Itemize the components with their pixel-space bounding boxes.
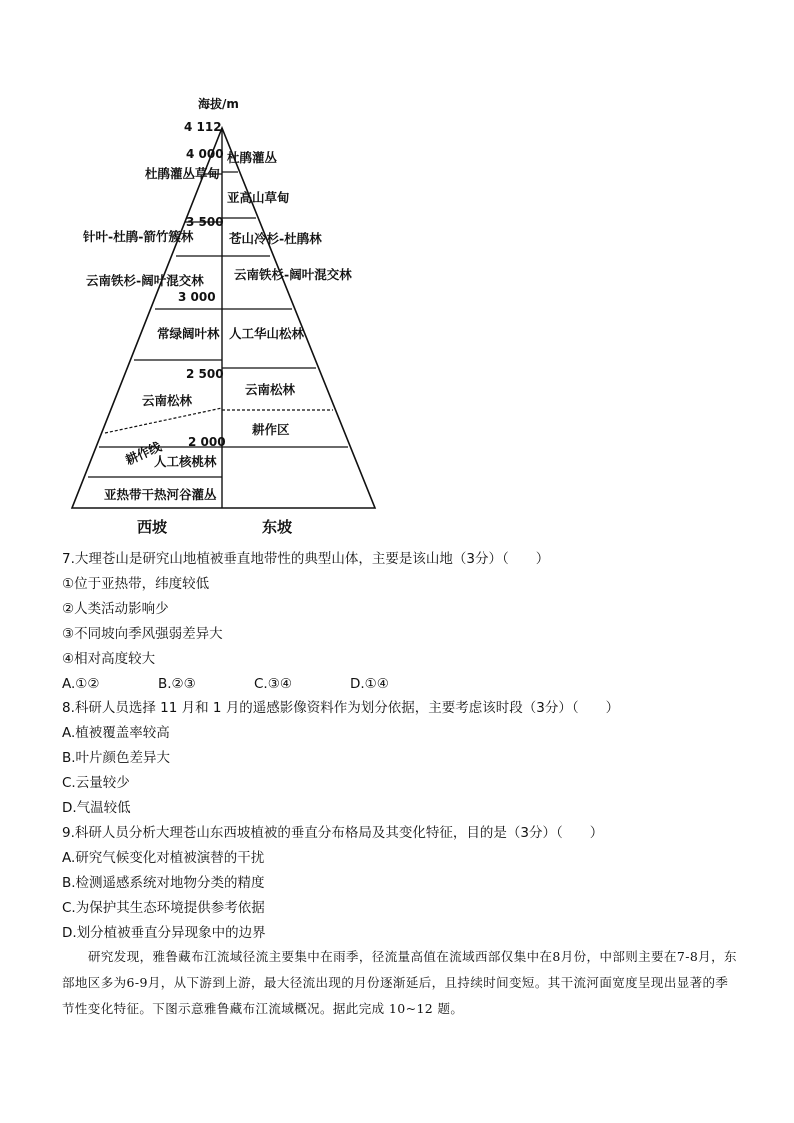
question-8-option-a[interactable]: A.植被覆盖率较高 [62, 725, 170, 741]
question-7-option-a[interactable]: A.①② [62, 676, 100, 692]
west-zone-2: 针叶-杜鹃-箭竹簇林 [83, 229, 194, 244]
question-8-stem: 8.科研人员选择 11 月和 1 月的遥感影像资料作为划分依据，主要考虑该时段（3分）（ ） [62, 700, 620, 716]
question-9-stem: 9.科研人员分析大理苍山东西坡植被的垂直分布格局及其变化特征，目的是（3分）（ ） [62, 825, 604, 841]
question-9-option-a[interactable]: A.研究气候变化对植被演替的干扰 [62, 850, 265, 866]
west-zone-6: 人工核桃林 [154, 454, 217, 469]
east-zone-7: 耕作区 [252, 422, 290, 437]
east-zone-2: 亚高山草甸 [227, 190, 290, 205]
mountain-outline [72, 128, 375, 508]
west-zone-3: 云南铁杉-阔叶混交林 [86, 273, 204, 288]
east-slope-label: 东坡 [262, 518, 293, 536]
question-7-item-1: ①位于亚热带，纬度较低 [62, 576, 210, 592]
question-8-option-b[interactable]: B.叶片颜色差异大 [62, 750, 171, 766]
diagram-svg [0, 0, 794, 545]
west-zone-1: 杜鹃灌丛草甸 [145, 166, 221, 181]
question-7-option-c[interactable]: C.③④ [254, 676, 292, 692]
question-7-options [62, 674, 446, 694]
question-9-option-c[interactable]: C.为保护其生态环境提供参考依据 [62, 900, 265, 916]
west-zone-7: 亚热带干热河谷灌丛 [104, 487, 217, 502]
tick-3000: 3 000 [178, 290, 216, 304]
tick-3500: 3 500 [186, 215, 224, 229]
question-9-option-d[interactable]: D.划分植被垂直分异现象中的边界 [62, 925, 266, 941]
question-7-stem: 7.大理苍山是研究山地植被垂直地带性的典型山体，主要是该山地（3分）（ ） [62, 551, 550, 567]
question-7-option-d[interactable]: D.①④ [350, 676, 389, 692]
east-zone-5: 人工华山松林 [229, 326, 305, 341]
vegetation-zonation-diagram [0, 0, 794, 545]
passage-paragraph: 研究发现，雅鲁藏布江流域径流主要集中在雨季，径流量高值在流域西部仅集中在8月份，中部则主要在7-8月，东部地区多为6-9月，从下游到上游，最大径流出现的月份逐渐延后，且持续时间变短。其干流河面宽度呈现出显著的季节性变化特征。下图示意雅鲁藏布江流域概况。据此完成 10~12 题。 [62, 949, 737, 1016]
east-zone-3: 苍山冷杉-杜鹃林 [229, 231, 322, 246]
question-7-item-3: ③不同坡向季风强弱差异大 [62, 626, 223, 642]
question-8-option-d[interactable]: D.气温较低 [62, 800, 131, 816]
question-7-option-b[interactable]: B.②③ [158, 676, 196, 692]
question-8-option-c[interactable]: C.云量较少 [62, 775, 130, 791]
east-boundaries [222, 172, 348, 447]
east-zone-4: 云南铁杉-阔叶混交林 [234, 267, 352, 282]
tick-2500: 2 500 [186, 367, 224, 381]
question-9-option-b[interactable]: B.检测遥感系统对地物分类的精度 [62, 875, 265, 891]
tick-4000: 4 000 [186, 147, 224, 161]
east-zone-1: 杜鹃灌丛 [227, 150, 278, 165]
west-slope-label: 西坡 [137, 518, 168, 536]
question-7-item-2: ②人类活动影响少 [62, 601, 169, 617]
question-7-item-4: ④相对高度较大 [62, 651, 156, 667]
east-zone-6: 云南松林 [245, 382, 296, 397]
altitude-axis-label: 海拔/m [198, 97, 239, 111]
cultivation-line-label: 耕作线 [123, 438, 164, 468]
west-zone-5: 云南松林 [142, 393, 193, 408]
west-zone-4: 常绿阔叶林 [157, 326, 220, 341]
tick-4112: 4 112 [184, 120, 222, 134]
tick-2000: 2 000 [188, 435, 226, 449]
